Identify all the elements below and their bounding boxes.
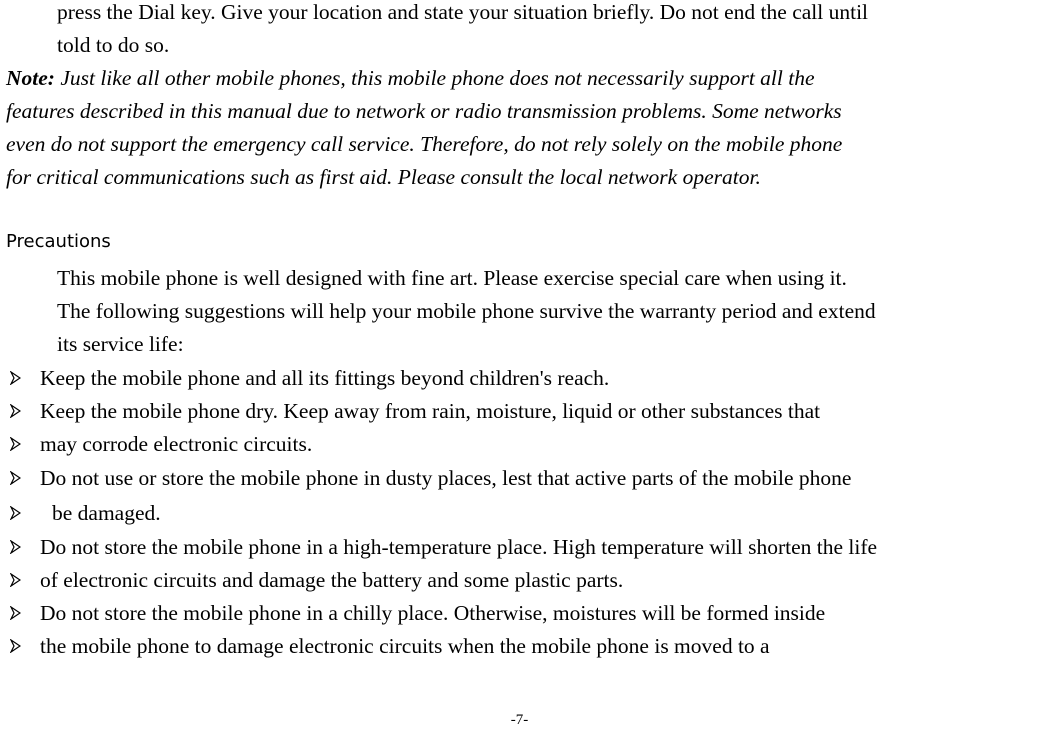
note-line-2: features described in this manual due to network or radio transmission problems. Some networks: [6, 99, 842, 123]
list-item: [0, 537, 1039, 561]
note-label: Note:: [6, 66, 55, 90]
precautions-heading: Precautions: [6, 231, 111, 252]
list-item-text: Do not use or store the mobile phone in dusty places, lest that active parts of the mobile phone: [40, 466, 852, 490]
list-item: [0, 636, 1039, 660]
list-item: [0, 368, 1039, 392]
list-item: [0, 570, 1039, 594]
note-text: Just like all other mobile phones, this mobile phone does not necessarily support all the: [54, 66, 815, 90]
list-item: [0, 434, 1039, 458]
list-item: [0, 468, 1039, 492]
arrowhead-bullet-icon: [10, 437, 21, 451]
list-item-text: Do not store the mobile phone in a chilly place. Otherwise, moistures will be formed inside: [40, 601, 826, 625]
list-item-text: may corrode electronic circuits.: [40, 432, 313, 456]
precautions-intro-1: This mobile phone is well designed with fine art. Please exercise special care when using it.: [57, 266, 847, 290]
list-item-text: Keep the mobile phone dry. Keep away from rain, moisture, liquid or other substances that: [40, 399, 821, 423]
list-item-text: of electronic circuits and damage the battery and some plastic parts.: [40, 568, 624, 592]
precautions-intro-3: its service life:: [57, 332, 184, 356]
list-item-text: the mobile phone to damage electronic circuits when the mobile phone is moved to a: [40, 634, 770, 658]
list-item: [0, 603, 1039, 627]
intro-line-2: told to do so.: [57, 33, 170, 57]
arrowhead-bullet-icon: [10, 540, 21, 554]
list-item: [0, 503, 1039, 527]
list-item: [0, 401, 1039, 425]
list-item-text: be damaged.: [52, 501, 161, 525]
arrowhead-bullet-icon: [10, 606, 21, 620]
intro-line-1: press the Dial key. Give your location and state your situation briefly. Do not end the call until: [57, 0, 869, 24]
arrowhead-bullet-icon: [10, 639, 21, 653]
arrowhead-bullet-icon: [10, 404, 21, 418]
list-item-text: Keep the mobile phone and all its fittings beyond children's reach.: [40, 366, 610, 390]
page-number: -7-: [510, 712, 529, 728]
note-line-4: for critical communications such as first aid. Please consult the local network operator.: [6, 165, 761, 189]
list-item-text: Do not store the mobile phone in a high-temperature place. High temperature will shorten the life: [40, 535, 878, 559]
arrowhead-bullet-icon: [10, 371, 21, 385]
precautions-intro-2: The following suggestions will help your mobile phone survive the warranty period and extend: [57, 299, 876, 323]
arrowhead-bullet-icon: [10, 573, 21, 587]
arrowhead-bullet-icon: [10, 471, 21, 485]
note-line-3: even do not support the emergency call service. Therefore, do not rely solely on the mobile phone: [6, 132, 843, 156]
note-line-1: [6, 68, 815, 90]
arrowhead-bullet-icon: [10, 506, 21, 520]
